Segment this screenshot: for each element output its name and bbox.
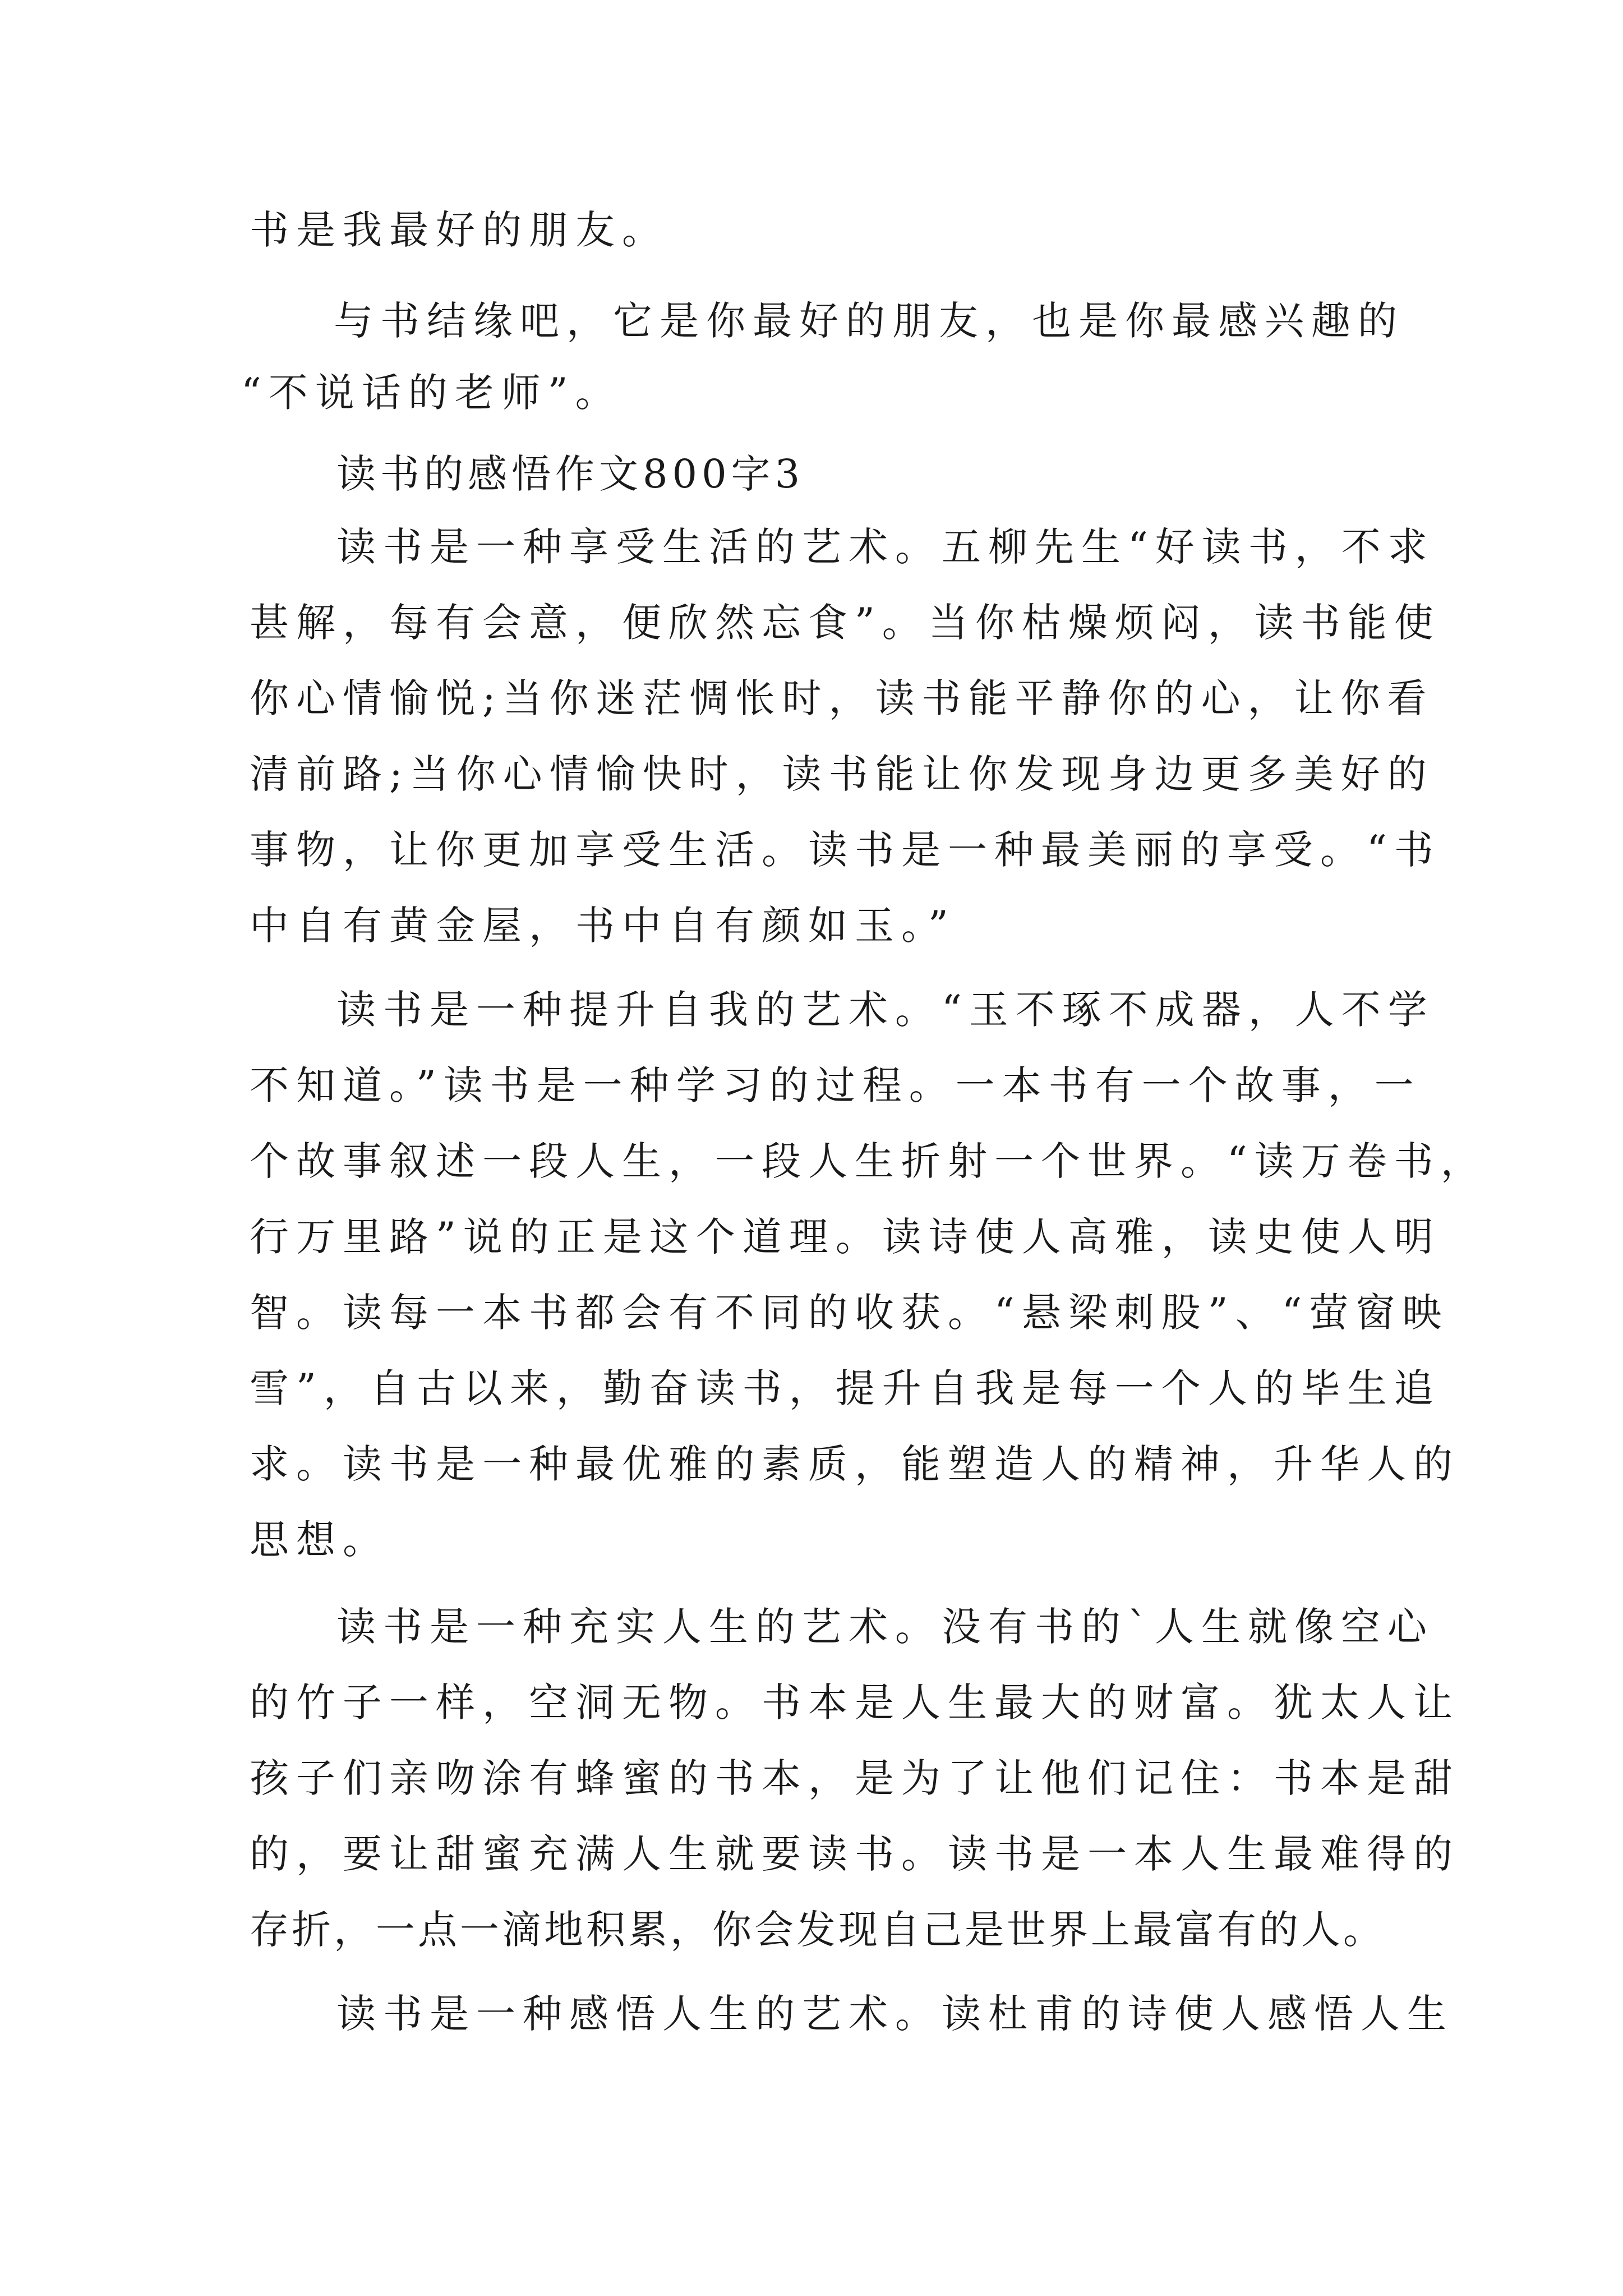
text-line: 你心情愉悦;当你迷茫惆怅时，读书能平静你的心，让你看 bbox=[250, 675, 1434, 721]
text-line: 的，要让甜蜜充满人生就要读书。读书是一本人生最难得的 bbox=[250, 1831, 1460, 1877]
text-line: 与书结缘吧，它是你最好的朋友，也是你最感兴趣的 bbox=[334, 298, 1404, 344]
text-line: 的竹子一样，空洞无物。书本是人生最大的财富。犹太人让 bbox=[250, 1680, 1460, 1726]
text-line: 个故事叙述一段人生，一段人生折射一个世界。“读万卷书， bbox=[250, 1138, 1487, 1184]
paragraph-enjoy-life-5 bbox=[250, 825, 1441, 875]
paragraph-book-friend bbox=[250, 296, 1404, 346]
text-line: “不说话的老师”。 bbox=[241, 370, 622, 416]
paragraph-enjoy-life-2 bbox=[250, 597, 1441, 648]
paragraph-self-improve-6 bbox=[250, 1363, 1441, 1414]
text-line: 思想。 bbox=[250, 1517, 389, 1563]
paragraph-enjoy-life-3 bbox=[250, 673, 1434, 724]
paragraph-self-improve-5 bbox=[250, 1287, 1449, 1338]
text-line: 不知道。”读书是一种学习的过程。一本书有一个故事，一 bbox=[250, 1062, 1421, 1108]
text-line: 读书是一种享受生活的艺术。五柳先生“好读书，不求 bbox=[336, 524, 1435, 570]
text-line: 孩子们亲吻涂有蜂蜜的书本，是为了让他们记住：书本是甜 bbox=[250, 1755, 1460, 1801]
paragraph-enrich-life-3 bbox=[250, 1753, 1460, 1803]
text-line: 智。读每一本书都会有不同的收获。“悬梁刺股”、“萤窗映 bbox=[250, 1290, 1449, 1336]
paragraph-self-improve-8 bbox=[250, 1515, 1394, 1565]
text-line: 求。读书是一种最优雅的素质，能塑造人的精神，升华人的 bbox=[250, 1441, 1460, 1487]
text-line: 读书是一种感悟人生的艺术。读杜甫的诗使人感悟人生 bbox=[336, 1991, 1454, 2037]
paragraph-enjoy-life-6 bbox=[250, 900, 1394, 951]
paragraph-enrich-life-4 bbox=[250, 1829, 1460, 1879]
text-line: 行万里路”说的正是这个道理。读诗使人高雅，读史使人明 bbox=[250, 1214, 1441, 1260]
paragraph-enrich-life-5 bbox=[250, 1904, 1394, 1955]
paragraph-enjoy-life bbox=[336, 522, 1481, 572]
paragraph-closing bbox=[250, 205, 1394, 255]
text-line: 事物，让你更加享受生活。读书是一种最美丽的享受。“书 bbox=[250, 827, 1441, 873]
section-title: 读书的感悟作文800字3 bbox=[336, 451, 805, 497]
text-line: 中自有黄金屋，书中自有颜如玉。” bbox=[250, 903, 956, 949]
text-line: 雪”，自古以来，勤奋读书，提升自我是每一个人的毕生追 bbox=[250, 1365, 1441, 1411]
paragraph-self-improve-4 bbox=[250, 1212, 1441, 1262]
paragraph-enjoy-life-4 bbox=[250, 749, 1434, 799]
text-line: 清前路;当你心情愉快时，读书能让你发现身边更多美好的 bbox=[250, 751, 1434, 797]
paragraph-self-improve-2 bbox=[250, 1060, 1421, 1111]
text-line: 读书是一种充实人生的艺术。没有书的`人生就像空心 bbox=[336, 1604, 1434, 1650]
text-line: 存折，一点一滴地积累，你会发现自己是世界上最富有的人。 bbox=[250, 1907, 1385, 1953]
paragraph-enrich-life-2 bbox=[250, 1677, 1460, 1728]
paragraph-self-improve bbox=[336, 984, 1481, 1035]
section-heading bbox=[336, 449, 1481, 499]
text-line: 读书是一种提升自我的艺术。“玉不琢不成器，人不学 bbox=[336, 987, 1435, 1033]
paragraph-enrich-life bbox=[336, 1602, 1481, 1652]
paragraph-book-friend-cont bbox=[241, 367, 1385, 418]
text-line: 甚解，每有会意，便欣然忘食”。当你枯燥烦闷，读书能使 bbox=[250, 600, 1441, 646]
paragraph-understand-life bbox=[336, 1989, 1481, 2039]
paragraph-self-improve-7 bbox=[250, 1439, 1460, 1489]
paragraph-self-improve-3 bbox=[250, 1136, 1487, 1186]
text-line: 书是我最好的朋友。 bbox=[250, 207, 668, 253]
